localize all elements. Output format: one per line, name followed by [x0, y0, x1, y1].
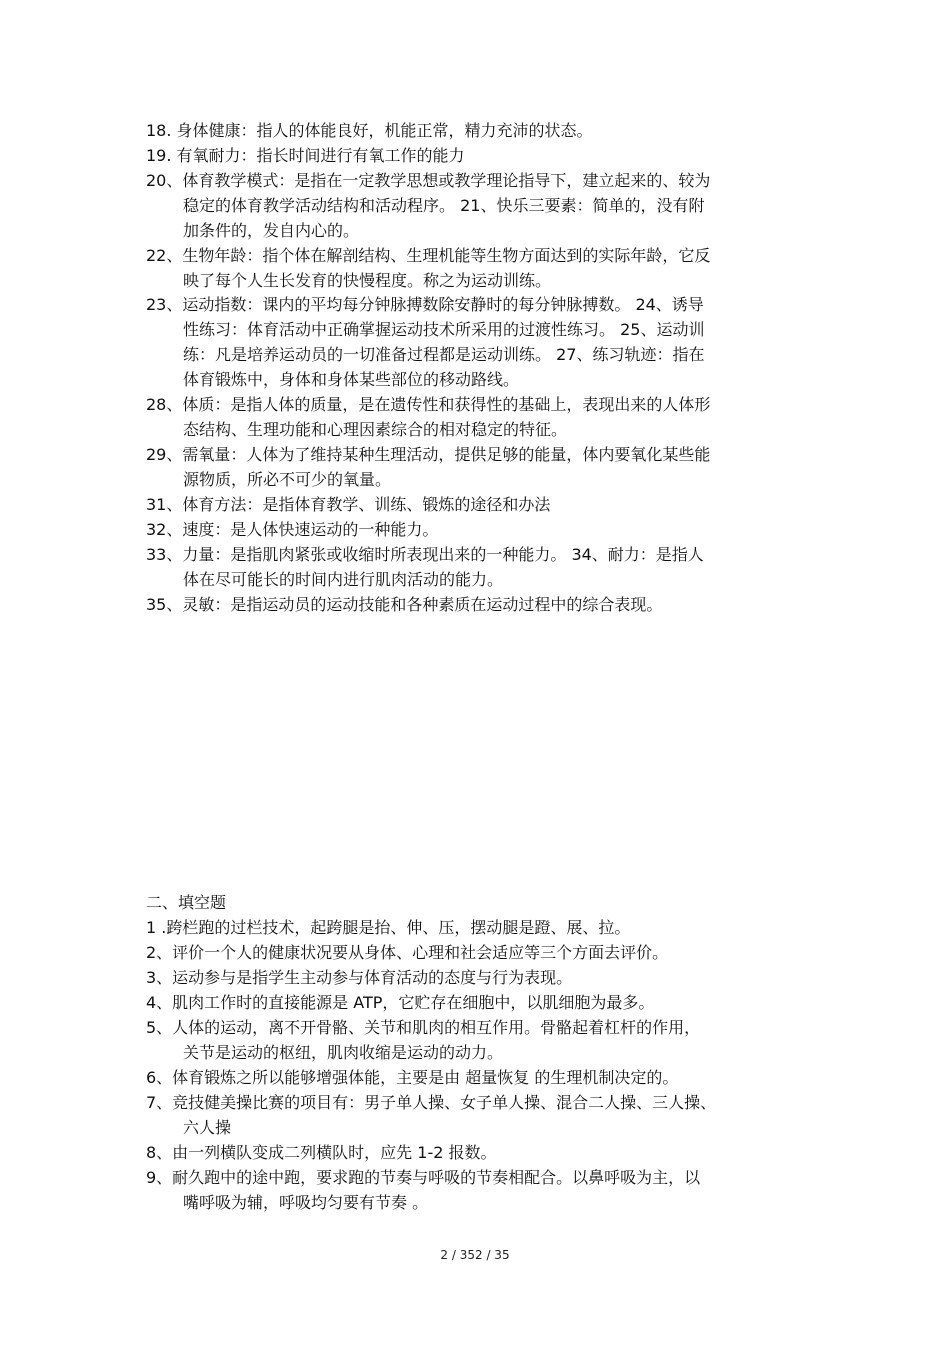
text-line: 1 .跨栏跑的过栏技术，起跨腿是抬、伸、压，摆动腿是蹬、展、拉。 — [146, 918, 631, 937]
text-line: 20、体育教学模式：是指在一定教学思想或教学理论指导下，建立起来的、较为 — [146, 171, 711, 190]
section-title: 二、填空题 — [146, 893, 227, 912]
text-line: 18. 身体健康：指人的体能良好，机能正常，精力充沛的状态。 — [146, 121, 593, 140]
definition-item — [146, 168, 710, 243]
text-line: 2、评价一个人的健康状况要从身体、心理和社会适应等三个方面去评价。 — [146, 943, 669, 962]
fill-in-item — [146, 1140, 497, 1165]
text-line: 体在尽可能长的时间内进行肌肉活动的能力。 — [183, 570, 504, 589]
definition-item — [146, 492, 550, 517]
definition-item — [146, 442, 710, 492]
fill-in-item — [146, 1165, 700, 1215]
text-line: 31、体育方法：是指体育教学、训练、锻炼的途径和办法 — [146, 495, 551, 514]
text-line: 映了每个人生长发育的快慢程度。称之为运动训练。 — [183, 271, 552, 290]
text-line: 稳定的体育教学活动结构和活动程序。 21、快乐三要素：简单的，没有附 — [183, 196, 705, 215]
text-line: 性练习：体育活动中正确掌握运动技术所采用的过渡性练习。 25、运动训 — [183, 320, 705, 339]
text-line: 32、速度：是人体快速运动的一种能力。 — [146, 520, 439, 539]
text-line: 8、由一列横队变成二列横队时，应先 1-2 报数。 — [146, 1143, 497, 1162]
text-line: 态结构、生理功能和心理因素综合的相对稳定的特征。 — [183, 420, 568, 439]
text-line: 35、灵敏：是指运动员的运动技能和各种素质在运动过程中的综合表现。 — [146, 595, 663, 614]
definition-item — [146, 517, 438, 542]
fill-in-item — [146, 965, 572, 990]
page-footer: 2 / 352 / 35 — [440, 1248, 510, 1262]
definition-item — [146, 392, 710, 442]
definition-item — [146, 118, 593, 143]
text-line: 28、体质：是指人体的质量，是在遗传性和获得性的基础上，表现出来的人体形 — [146, 395, 711, 414]
fill-in-item — [146, 940, 668, 965]
text-line: 4、肌肉工作时的直接能源是 ATP，它贮存在细胞中，以肌细胞为最多。 — [146, 993, 655, 1012]
text-line: 源物质，所必不可少的氧量。 — [183, 470, 392, 489]
definition-item — [146, 243, 710, 293]
fill-in-item — [146, 1015, 700, 1065]
text-line: 19. 有氧耐力：指长时间进行有氧工作的能力 — [146, 146, 465, 165]
text-line: 9、耐久跑中的途中跑，要求跑的节奏与呼吸的节奏相配合。以鼻呼吸为主，以 — [146, 1168, 701, 1187]
definition-item — [146, 292, 704, 392]
text-line: 关节是运动的枢纽，肌肉收缩是运动的动力。 — [183, 1043, 504, 1062]
fill-in-item — [146, 1065, 678, 1090]
text-line: 22、生物年龄：指个体在解剖结构、生理机能等生物方面达到的实际年龄，它反 — [146, 246, 711, 265]
definition-item — [146, 143, 465, 168]
text-line: 嘴呼吸为辅，呼吸均匀要有节奏 。 — [183, 1193, 429, 1212]
text-line: 3、运动参与是指学生主动参与体育活动的态度与行为表现。 — [146, 968, 573, 987]
fill-in-item — [146, 990, 654, 1015]
definition-item — [146, 592, 662, 617]
fill-in-item — [146, 1090, 716, 1140]
text-line: 33、力量：是指肌肉紧张或收缩时所表现出来的一种能力。 34、耐力：是指人 — [146, 545, 704, 564]
text-line: 29、需氧量：人体为了维持某种生理活动，提供足够的能量，体内要氧化某些能 — [146, 445, 711, 464]
text-line: 23、运动指数：课内的平均每分钟脉搏数除安静时的每分钟脉搏数。 24、诱导 — [146, 295, 704, 314]
fill-in-item — [146, 915, 630, 940]
text-line: 5、人体的运动，离不开骨骼、关节和肌肉的相互作用。骨骼起着杠杆的作用， — [146, 1018, 701, 1037]
text-line: 练：凡是培养运动员的一切准备过程都是运动训练。 27、练习轨迹：指在 — [183, 345, 705, 364]
text-line: 体育锻炼中，身体和身体某些部位的移动路线。 — [183, 370, 520, 389]
text-line: 6、体育锻炼之所以能够增强体能，主要是由 超量恢复 的生理机制决定的。 — [146, 1068, 679, 1087]
text-line: 六人操 — [183, 1118, 232, 1137]
definition-item — [146, 542, 704, 592]
text-line: 加条件的，发自内心的。 — [183, 221, 360, 240]
text-line: 7、竞技健美操比赛的项目有：男子单人操、女子单人操、混合二人操、三人操、 — [146, 1093, 717, 1112]
